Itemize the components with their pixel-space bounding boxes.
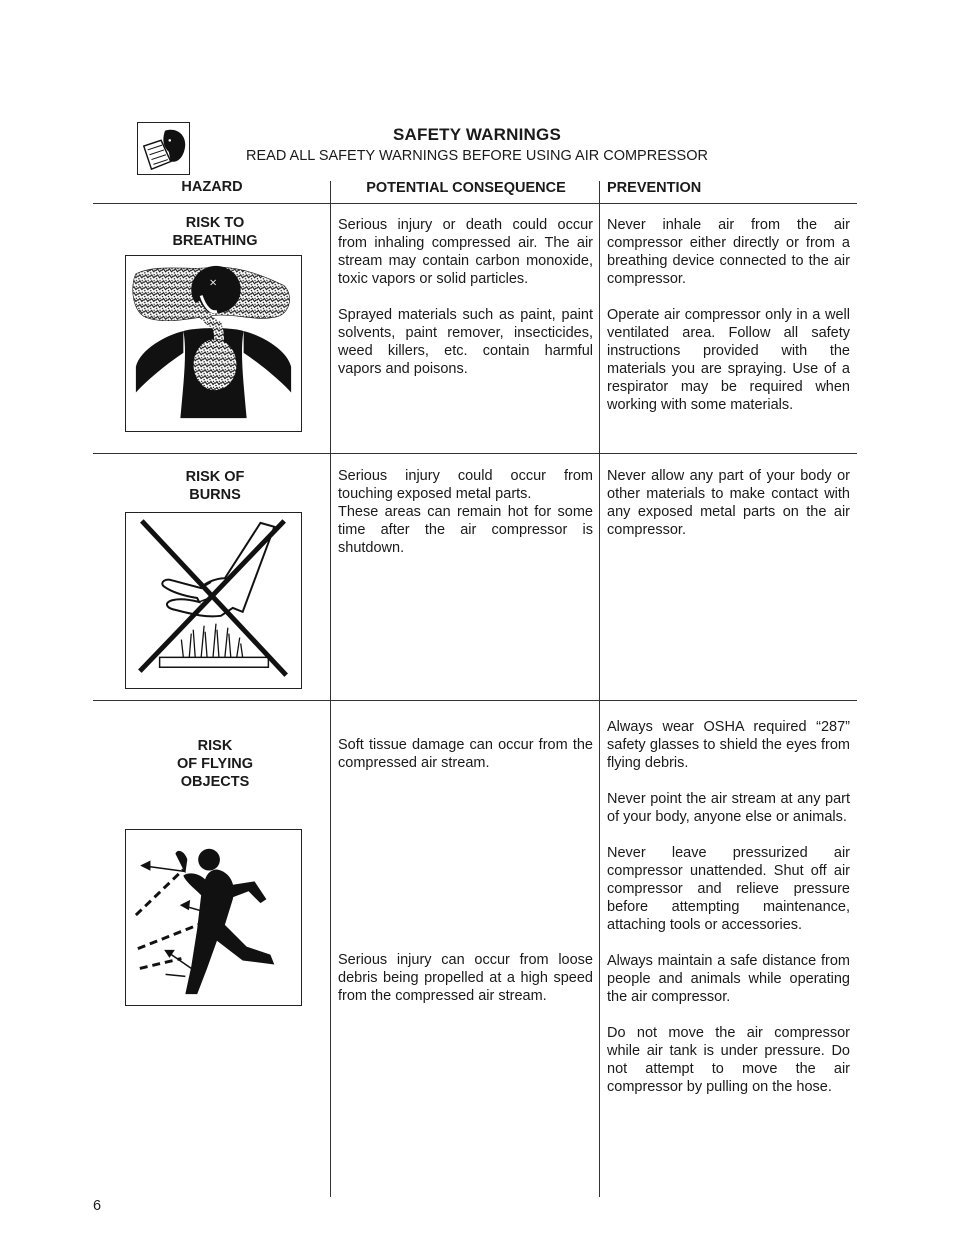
column-divider — [599, 181, 600, 1197]
row-divider — [93, 453, 857, 454]
consequence-paragraph: Sprayed materials such as paint, paint solvents, paint remover, insecticides, weed killers, etc. contain harmful vapors and poisons. — [338, 307, 593, 377]
consequence-text-flying-soft-tissue — [338, 736, 593, 772]
consequence-paragraph: Soft tissue damage can occur from the compressed air stream. — [338, 737, 593, 771]
page-subtitle: READ ALL SAFETY WARNINGS BEFORE USING AIR COMPRESSOR — [246, 148, 708, 164]
prevention-text-breathing — [607, 216, 850, 414]
column-header-hazard: HAZARD — [181, 179, 243, 195]
hazard-title-flying-objects — [150, 737, 280, 791]
hazard-title-line: OBJECTS — [180, 774, 250, 790]
prevention-paragraph: Operate air compressor only in a well ventilated area. Follow all safety instructions provided with the materials you are spraying. Use of a respirator may be required when working with some materials. — [607, 307, 850, 413]
prevention-paragraph: Always maintain a safe distance from people and animals while operating the air compressor. — [607, 953, 850, 1005]
consequence-text-flying-debris — [338, 951, 593, 1005]
hazard-title-line: BREATHING — [172, 233, 258, 249]
consequence-paragraph: These areas can remain hot for some time after the air compressor is shutdown. — [338, 504, 593, 556]
hazard-title-line: RISK OF — [185, 469, 245, 485]
page-title: SAFETY WARNINGS — [393, 125, 561, 144]
consequence-text-burns — [338, 467, 593, 557]
flying-objects-hazard-icon — [125, 829, 302, 1006]
prevention-paragraph: Do not move the air compressor while air tank is under pressure. Do not attempt to move the air compressor by pulling on the hose. — [607, 1025, 850, 1095]
prevention-paragraph: Never allow any part of your body or other materials to make contact with any exposed metal parts on the air compressor. — [607, 468, 850, 538]
hazard-title-line: RISK — [197, 738, 233, 754]
breathing-hazard-icon — [125, 255, 302, 432]
prevention-text-flying-objects — [607, 718, 850, 1096]
svg-text:×: × — [209, 277, 218, 289]
consequence-text-breathing — [338, 216, 593, 378]
prevention-paragraph: Always wear OSHA required “287” safety glasses to shield the eyes from flying debris. — [607, 719, 850, 771]
hazard-title-breathing — [150, 214, 280, 250]
prevention-text-burns — [607, 467, 850, 539]
row-divider — [93, 700, 857, 701]
hazard-title-line: RISK TO — [185, 215, 245, 231]
column-divider — [330, 181, 331, 1197]
prevention-paragraph: Never leave pressurized air compressor unattended. Shut off air compressor and relieve pressure before attempting maintenance, attaching tools or accessories. — [607, 845, 850, 933]
consequence-paragraph: Serious injury can occur from loose debris being propelled at a high speed from the compressed air stream. — [338, 952, 593, 1004]
hazard-title-line: BURNS — [189, 487, 241, 503]
hazard-title-burns — [150, 468, 280, 504]
hazard-title-line: OF FLYING — [177, 756, 253, 772]
page-number: 6 — [93, 1198, 102, 1214]
consequence-paragraph: Serious injury could occur from touching exposed metal parts. — [338, 468, 593, 502]
prevention-paragraph: Never point the air stream at any part of your body, anyone else or animals. — [607, 791, 850, 825]
consequence-paragraph: Serious injury or death could occur from inhaling compressed air. The air stream may contain carbon monoxide, toxic vapors or solid particles. — [338, 217, 593, 287]
row-divider — [93, 203, 857, 204]
prevention-paragraph: Never inhale air from the air compressor either directly or from a breathing device connected to the air compressor. — [607, 217, 850, 287]
column-header-prevention: PREVENTION — [607, 180, 702, 196]
column-header-consequence: POTENTIAL CONSEQUENCE — [366, 180, 566, 196]
burn-hazard-icon — [125, 512, 302, 689]
